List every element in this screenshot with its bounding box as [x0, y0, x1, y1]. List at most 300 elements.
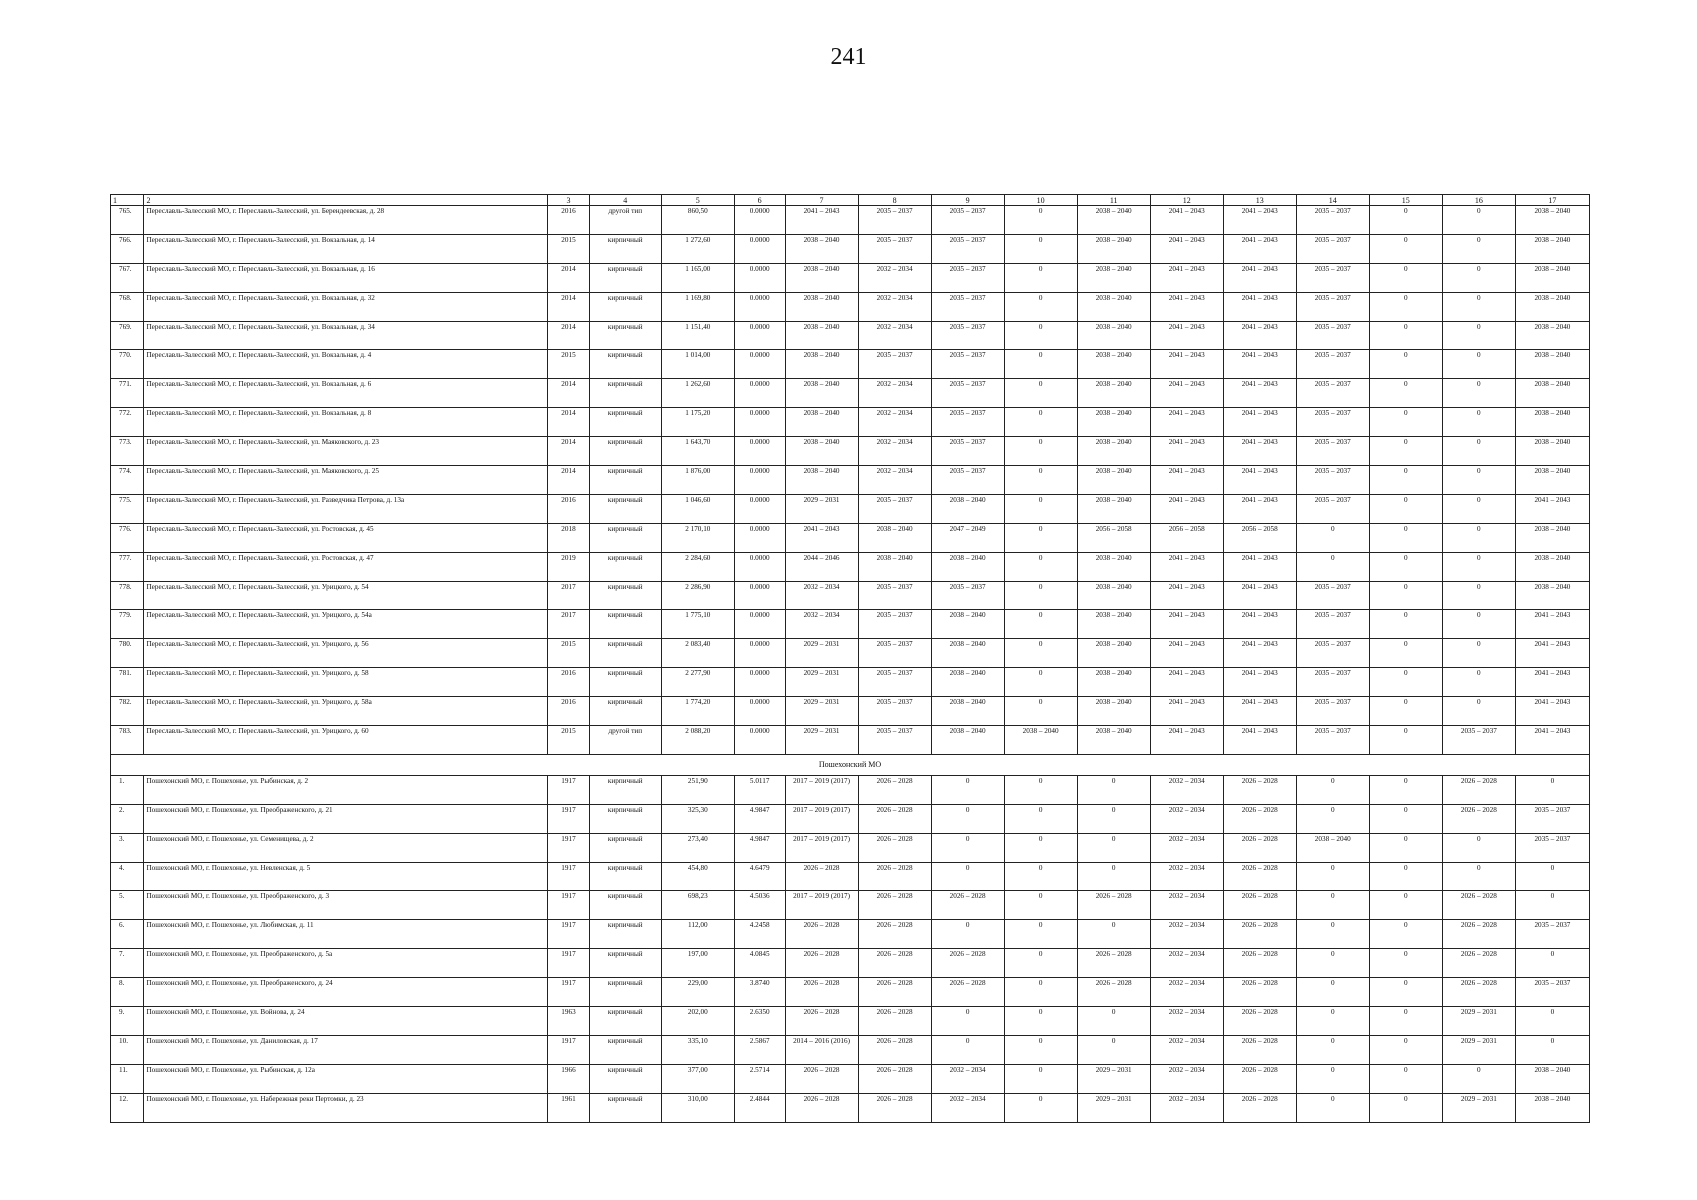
table-cell: 0 — [1004, 1007, 1077, 1036]
table-cell: 2026 – 2028 — [785, 978, 858, 1007]
table-cell: Пошехонский МО, г. Пошехонье, ул. Преображенского, д. 5а — [144, 949, 548, 978]
table-cell: 0 — [1369, 1007, 1442, 1036]
table-cell: 2038 – 2040 — [1515, 581, 1589, 610]
table-cell: 2035 – 2037 — [858, 350, 931, 379]
table-cell: 766. — [111, 234, 144, 263]
table-cell: 2017 — [548, 581, 590, 610]
table-cell: 2041 – 2043 — [1223, 494, 1296, 523]
table-cell: 2. — [111, 804, 144, 833]
table-cell: 377,00 — [661, 1064, 734, 1093]
table-cell: 0 — [1442, 206, 1515, 235]
table-cell: 2032 – 2034 — [858, 408, 931, 437]
table-cell: 2026 – 2028 — [858, 833, 931, 862]
table-cell: 2035 – 2037 — [931, 292, 1004, 321]
table-cell: 2038 – 2040 — [931, 697, 1004, 726]
table-cell: 0 — [1369, 610, 1442, 639]
table-cell: 0 — [1369, 949, 1442, 978]
table-cell: 2041 – 2043 — [785, 206, 858, 235]
table-cell: 2038 – 2040 — [1515, 263, 1589, 292]
table-cell: 2026 – 2028 — [858, 1007, 931, 1036]
table-cell: 2016 — [548, 697, 590, 726]
table-cell: 2 284,60 — [661, 552, 734, 581]
table-cell: кирпичный — [589, 234, 661, 263]
table-cell: 0.0000 — [734, 494, 785, 523]
table-cell: 2038 – 2040 — [1515, 379, 1589, 408]
column-number-cell: 10 — [1004, 195, 1077, 206]
table-cell: 2026 – 2028 — [785, 949, 858, 978]
table-cell: 2026 – 2028 — [1223, 1064, 1296, 1093]
table-cell: 0 — [1442, 523, 1515, 552]
table-cell: 2029 – 2031 — [785, 494, 858, 523]
table-cell: Переславль-Залесский МО, г. Переславль-Залесский, ул. Вокзальная, д. 32 — [144, 292, 548, 321]
table-row — [111, 234, 1590, 263]
table-cell: 2038 – 2040 — [1077, 408, 1150, 437]
table-row — [111, 639, 1590, 668]
table-cell: 2035 – 2037 — [858, 697, 931, 726]
table-cell: Пошехонский МО, г. Пошехонье, ул. Набережная реки Пертомки, д. 23 — [144, 1093, 548, 1122]
table-cell: 1917 — [548, 891, 590, 920]
table-cell: 2.4844 — [734, 1093, 785, 1122]
table-cell: Переславль-Залесский МО, г. Переславль-Залесский, ул. Урицкого, д. 58 — [144, 668, 548, 697]
table-cell: кирпичный — [589, 466, 661, 495]
table-cell: кирпичный — [589, 581, 661, 610]
table-cell: 2015 — [548, 234, 590, 263]
table-cell: 10. — [111, 1035, 144, 1064]
table-cell: 2026 – 2028 — [858, 978, 931, 1007]
table-cell: 2035 – 2037 — [858, 610, 931, 639]
table-cell: 2041 – 2043 — [1150, 581, 1223, 610]
table-cell: 0 — [1369, 437, 1442, 466]
column-number-cell: 4 — [589, 195, 661, 206]
table-row — [111, 292, 1590, 321]
table-cell: 2038 – 2040 — [1077, 234, 1150, 263]
table-cell: 273,40 — [661, 833, 734, 862]
table-cell: 0 — [931, 1035, 1004, 1064]
table-cell: 2014 — [548, 321, 590, 350]
table-cell: кирпичный — [589, 775, 661, 804]
table-cell: 2038 – 2040 — [1077, 206, 1150, 235]
table-cell: 2038 – 2040 — [1296, 833, 1369, 862]
table-cell: 2038 – 2040 — [1077, 350, 1150, 379]
table-cell: 3.8740 — [734, 978, 785, 1007]
table-cell: 2035 – 2037 — [931, 206, 1004, 235]
column-number-cell: 1 — [111, 195, 144, 206]
table-cell: 2032 – 2034 — [1150, 804, 1223, 833]
table-cell: 2035 – 2037 — [931, 437, 1004, 466]
table-cell: 2035 – 2037 — [931, 263, 1004, 292]
table-row — [111, 978, 1590, 1007]
table-cell: 0 — [1369, 292, 1442, 321]
table-cell: 767. — [111, 263, 144, 292]
table-cell: 2038 – 2040 — [785, 408, 858, 437]
table-row — [111, 466, 1590, 495]
table-cell: 310,00 — [661, 1093, 734, 1122]
table-cell: 2014 — [548, 292, 590, 321]
table-cell: 0 — [1442, 234, 1515, 263]
table-cell: 2035 – 2037 — [858, 668, 931, 697]
table-cell: Пошехонский МО, г. Пошехонье, ул. Преображенского, д. 24 — [144, 978, 548, 1007]
table-cell: 0 — [1077, 862, 1150, 891]
table-cell: 2038 – 2040 — [1077, 726, 1150, 755]
table-cell: другой тип — [589, 206, 661, 235]
table-cell: 2026 – 2028 — [785, 920, 858, 949]
table-cell: 2032 – 2034 — [858, 321, 931, 350]
table-cell: 251,90 — [661, 775, 734, 804]
table-cell: 2035 – 2037 — [858, 581, 931, 610]
table-cell: 2041 – 2043 — [1515, 668, 1589, 697]
table-cell: 2038 – 2040 — [931, 639, 1004, 668]
table-cell: 2056 – 2058 — [1077, 523, 1150, 552]
table-cell: Переславль-Залесский МО, г. Переславль-Залесский, ул. Ростовская, д. 47 — [144, 552, 548, 581]
table-cell: 1 262,60 — [661, 379, 734, 408]
table-cell: 335,10 — [661, 1035, 734, 1064]
table-cell: 2017 – 2019 (2017) — [785, 833, 858, 862]
column-number-cell: 5 — [661, 195, 734, 206]
table-cell: 2035 – 2037 — [1296, 408, 1369, 437]
table-cell: 2038 – 2040 — [1515, 408, 1589, 437]
table-cell: 2032 – 2034 — [1150, 775, 1223, 804]
table-cell: 2026 – 2028 — [858, 920, 931, 949]
table-cell: 0 — [1296, 552, 1369, 581]
table-cell: 2041 – 2043 — [1223, 206, 1296, 235]
housing-repair-table — [110, 194, 1590, 1123]
table-cell: 2038 – 2040 — [1077, 494, 1150, 523]
table-row — [111, 321, 1590, 350]
table-cell: 0 — [1004, 523, 1077, 552]
table-cell: 0 — [931, 862, 1004, 891]
table-cell: 1 175,20 — [661, 408, 734, 437]
table-cell: 775. — [111, 494, 144, 523]
table-cell: 4.2458 — [734, 920, 785, 949]
table-cell: 0 — [1004, 668, 1077, 697]
table-cell: 0 — [1369, 920, 1442, 949]
table-cell: 2026 – 2028 — [785, 1064, 858, 1093]
table-cell: 2032 – 2034 — [785, 581, 858, 610]
table-cell: 2041 – 2043 — [1223, 610, 1296, 639]
table-row — [111, 726, 1590, 755]
column-number-cell: 12 — [1150, 195, 1223, 206]
page-number: 241 — [830, 44, 867, 70]
table-cell: 1917 — [548, 920, 590, 949]
table-cell: 2038 – 2040 — [1515, 437, 1589, 466]
table-cell: 0 — [1004, 234, 1077, 263]
table-cell: 0 — [1369, 804, 1442, 833]
table-cell: 6. — [111, 920, 144, 949]
table-cell: 112,00 — [661, 920, 734, 949]
table-cell: кирпичный — [589, 1064, 661, 1093]
table-cell: Пошехонский МО, г. Пошехонье, ул. Войнова, д. 24 — [144, 1007, 548, 1036]
table-cell: 2038 – 2040 — [931, 610, 1004, 639]
table-row — [111, 1035, 1590, 1064]
table-cell: 2026 – 2028 — [1223, 1035, 1296, 1064]
table-cell: 2038 – 2040 — [1077, 379, 1150, 408]
table-row — [111, 891, 1590, 920]
table-row — [111, 1064, 1590, 1093]
table-cell: 0.0000 — [734, 350, 785, 379]
column-number-cell: 8 — [858, 195, 931, 206]
table-cell: 2026 – 2028 — [858, 1064, 931, 1093]
table-cell: 2014 — [548, 466, 590, 495]
table-cell: 2029 – 2031 — [1077, 1093, 1150, 1122]
table-cell: 2035 – 2037 — [1515, 804, 1589, 833]
table-cell: кирпичный — [589, 668, 661, 697]
table-cell: 2041 – 2043 — [1223, 379, 1296, 408]
table-cell: 2035 – 2037 — [931, 466, 1004, 495]
table-cell: 2035 – 2037 — [1296, 206, 1369, 235]
table-cell: 2041 – 2043 — [1515, 726, 1589, 755]
table-row — [111, 833, 1590, 862]
table-cell: 2026 – 2028 — [785, 862, 858, 891]
table-cell: 772. — [111, 408, 144, 437]
table-cell: 1917 — [548, 775, 590, 804]
table-cell: 0 — [1515, 1007, 1589, 1036]
table-cell: 0.0000 — [734, 292, 785, 321]
table-cell: 2029 – 2031 — [785, 697, 858, 726]
table-cell: 2041 – 2043 — [1150, 321, 1223, 350]
table-cell: 197,00 — [661, 949, 734, 978]
table-cell: 2026 – 2028 — [1442, 804, 1515, 833]
table-cell: 1917 — [548, 862, 590, 891]
table-cell: 2038 – 2040 — [1077, 581, 1150, 610]
table-row — [111, 610, 1590, 639]
table-cell: 2038 – 2040 — [1077, 610, 1150, 639]
table-cell: 2014 — [548, 437, 590, 466]
table-cell: 0 — [1004, 321, 1077, 350]
table-row — [111, 697, 1590, 726]
table-cell: 0.0000 — [734, 206, 785, 235]
table-cell: кирпичный — [589, 920, 661, 949]
column-number-cell: 6 — [734, 195, 785, 206]
table-cell: 2041 – 2043 — [1223, 408, 1296, 437]
column-number-cell: 15 — [1369, 195, 1442, 206]
table-cell: 2035 – 2037 — [1296, 466, 1369, 495]
table-cell: 2017 – 2019 (2017) — [785, 804, 858, 833]
table-cell: 2026 – 2028 — [858, 804, 931, 833]
table-cell: 2029 – 2031 — [1442, 1035, 1515, 1064]
table-cell: Пошехонский МО, г. Пошехонье, ул. Преображенского, д. 3 — [144, 891, 548, 920]
table-cell: 2038 – 2040 — [1515, 1064, 1589, 1093]
table-cell: кирпичный — [589, 321, 661, 350]
table-cell: 1966 — [548, 1064, 590, 1093]
table-cell: 2035 – 2037 — [858, 726, 931, 755]
table-row — [111, 408, 1590, 437]
table-cell: 2026 – 2028 — [858, 1035, 931, 1064]
table-cell: 0.0000 — [734, 610, 785, 639]
table-cell: 0 — [1442, 292, 1515, 321]
table-cell: 1 165,00 — [661, 263, 734, 292]
table-cell: 0.0000 — [734, 379, 785, 408]
table-cell: 2041 – 2043 — [1150, 466, 1223, 495]
table-cell: 0 — [1077, 775, 1150, 804]
table-cell: 2035 – 2037 — [931, 408, 1004, 437]
table-cell: Переславль-Залесский МО, г. Переславль-Залесский, ул. Вокзальная, д. 34 — [144, 321, 548, 350]
table-cell: 1917 — [548, 1035, 590, 1064]
table-cell: 2035 – 2037 — [931, 234, 1004, 263]
table-cell: 2035 – 2037 — [931, 350, 1004, 379]
table-cell: 0 — [1004, 949, 1077, 978]
table-row — [111, 668, 1590, 697]
table-cell: Переславль-Залесский МО, г. Переславль-Залесский, ул. Урицкого, д. 54 — [144, 581, 548, 610]
table-cell: 2041 – 2043 — [1223, 726, 1296, 755]
table-cell: 2038 – 2040 — [785, 466, 858, 495]
table-cell: 2035 – 2037 — [1442, 726, 1515, 755]
table-cell: 2038 – 2040 — [785, 350, 858, 379]
table-cell: Переславль-Залесский МО, г. Переславль-Залесский, ул. Вокзальная, д. 4 — [144, 350, 548, 379]
table-cell: 2038 – 2040 — [1077, 263, 1150, 292]
table-cell: 2041 – 2043 — [1150, 668, 1223, 697]
table-cell: 4.9847 — [734, 833, 785, 862]
table-cell: 0 — [1369, 379, 1442, 408]
table-cell: 2029 – 2031 — [785, 668, 858, 697]
table-cell: 0 — [1442, 639, 1515, 668]
table-cell: кирпичный — [589, 697, 661, 726]
table-cell: 2041 – 2043 — [1150, 234, 1223, 263]
table-cell: 2038 – 2040 — [1077, 321, 1150, 350]
table-cell: 0 — [1004, 350, 1077, 379]
table-cell: кирпичный — [589, 949, 661, 978]
table-cell: 0 — [1442, 379, 1515, 408]
table-cell: 2026 – 2028 — [1442, 978, 1515, 1007]
table-cell: 2017 – 2019 (2017) — [785, 775, 858, 804]
table-cell: 0 — [1442, 862, 1515, 891]
table-cell: 2026 – 2028 — [858, 949, 931, 978]
table-cell: 0 — [1004, 610, 1077, 639]
table-cell: 202,00 — [661, 1007, 734, 1036]
table-cell: кирпичный — [589, 1007, 661, 1036]
table-cell: 0 — [1004, 775, 1077, 804]
table-cell: 0 — [1004, 862, 1077, 891]
table-cell: 2032 – 2034 — [785, 610, 858, 639]
table-cell: 0.0000 — [734, 321, 785, 350]
table-cell: 5. — [111, 891, 144, 920]
table-cell: 2035 – 2037 — [931, 321, 1004, 350]
table-cell: 0 — [1004, 891, 1077, 920]
table-cell: 2032 – 2034 — [1150, 920, 1223, 949]
table-cell: Переславль-Залесский МО, г. Переславль-Залесский, ул. Урицкого, д. 58а — [144, 697, 548, 726]
table-cell: 2035 – 2037 — [931, 581, 1004, 610]
table-cell: 2041 – 2043 — [1150, 494, 1223, 523]
table-cell: другой тип — [589, 726, 661, 755]
table-cell: 0 — [1515, 862, 1589, 891]
table-cell: 2026 – 2028 — [785, 1093, 858, 1122]
table-cell: 1 272,60 — [661, 234, 734, 263]
table-cell: 2038 – 2040 — [1515, 350, 1589, 379]
table-cell: 4.5036 — [734, 891, 785, 920]
table-cell: кирпичный — [589, 292, 661, 321]
table-cell: 0 — [1004, 978, 1077, 1007]
table-cell: 0 — [1369, 408, 1442, 437]
table-cell: 2038 – 2040 — [1077, 466, 1150, 495]
table-cell: 0 — [1296, 1035, 1369, 1064]
table-cell: кирпичный — [589, 833, 661, 862]
table-row — [111, 862, 1590, 891]
table-cell: Переславль-Залесский МО, г. Переславль-Залесский, ул. Маяковского, д. 23 — [144, 437, 548, 466]
table-cell: 2041 – 2043 — [1223, 437, 1296, 466]
table-cell: 0 — [1004, 581, 1077, 610]
table-cell: 2056 – 2058 — [1150, 523, 1223, 552]
table-cell: 2.5714 — [734, 1064, 785, 1093]
table-cell: 2041 – 2043 — [1223, 234, 1296, 263]
table-cell: 0.0000 — [734, 639, 785, 668]
table-cell: 2041 – 2043 — [1223, 552, 1296, 581]
table-cell: 2038 – 2040 — [1515, 206, 1589, 235]
table-cell: 0 — [1369, 697, 1442, 726]
table-cell: 2026 – 2028 — [858, 1093, 931, 1122]
table-row — [111, 1093, 1590, 1122]
table-cell: 0 — [1369, 523, 1442, 552]
table-row — [111, 581, 1590, 610]
table-cell: 0 — [1442, 697, 1515, 726]
table-cell: 1917 — [548, 949, 590, 978]
table-cell: 2038 – 2040 — [931, 494, 1004, 523]
table-cell: 2026 – 2028 — [858, 891, 931, 920]
table-cell: 0 — [1442, 610, 1515, 639]
table-cell: 0 — [1442, 668, 1515, 697]
table-cell: 2035 – 2037 — [1296, 639, 1369, 668]
table-cell: 0 — [1077, 920, 1150, 949]
table-cell: кирпичный — [589, 639, 661, 668]
table-row — [111, 949, 1590, 978]
table-cell: кирпичный — [589, 1035, 661, 1064]
table-cell: 2026 – 2028 — [931, 978, 1004, 1007]
table-cell: 2019 — [548, 552, 590, 581]
table-cell: 0 — [931, 833, 1004, 862]
table-cell: 0.0000 — [734, 697, 785, 726]
table-cell: 2015 — [548, 350, 590, 379]
table-cell: 0.0000 — [734, 581, 785, 610]
table-cell: 0 — [1442, 408, 1515, 437]
table-cell: 2041 – 2043 — [1223, 263, 1296, 292]
table-cell: 2041 – 2043 — [1150, 639, 1223, 668]
table-cell: 0 — [1369, 891, 1442, 920]
table-cell: 0 — [1369, 775, 1442, 804]
table-cell: 2035 – 2037 — [1296, 697, 1369, 726]
table-cell: 2035 – 2037 — [931, 379, 1004, 408]
table-cell: 2032 – 2034 — [1150, 1007, 1223, 1036]
table-cell: 2038 – 2040 — [1077, 437, 1150, 466]
table-cell: 2032 – 2034 — [1150, 1093, 1223, 1122]
table-cell: 0 — [1004, 639, 1077, 668]
table-cell: 0 — [1004, 833, 1077, 862]
table-cell: 1 046,60 — [661, 494, 734, 523]
table-cell: 0 — [1004, 206, 1077, 235]
table-cell: 2038 – 2040 — [1077, 292, 1150, 321]
table-cell: 0 — [1077, 1007, 1150, 1036]
table-cell: 0 — [1369, 321, 1442, 350]
table-cell: 0 — [1442, 466, 1515, 495]
table-cell: 2041 – 2043 — [1150, 350, 1223, 379]
table-cell: кирпичный — [589, 408, 661, 437]
table-cell: 0 — [1369, 263, 1442, 292]
table-cell: 0 — [1442, 437, 1515, 466]
table-cell: 0.0000 — [734, 466, 785, 495]
table-cell: 0 — [1296, 1093, 1369, 1122]
table-cell: 0 — [1515, 1035, 1589, 1064]
table-cell: 0 — [1369, 1093, 1442, 1122]
table-cell: 0 — [1296, 920, 1369, 949]
table-cell: 8. — [111, 978, 144, 1007]
table-cell: 0 — [1442, 1064, 1515, 1093]
column-number-row — [111, 195, 1590, 206]
table-cell: 2 277,90 — [661, 668, 734, 697]
table-cell: Переславль-Залесский МО, г. Переславль-Залесский, ул. Урицкого, д. 60 — [144, 726, 548, 755]
table-cell: кирпичный — [589, 379, 661, 408]
table-cell: 0 — [1004, 408, 1077, 437]
table-cell: 2038 – 2040 — [931, 668, 1004, 697]
table-row — [111, 206, 1590, 235]
table-cell: 2029 – 2031 — [1442, 1007, 1515, 1036]
table-cell: 2026 – 2028 — [858, 775, 931, 804]
